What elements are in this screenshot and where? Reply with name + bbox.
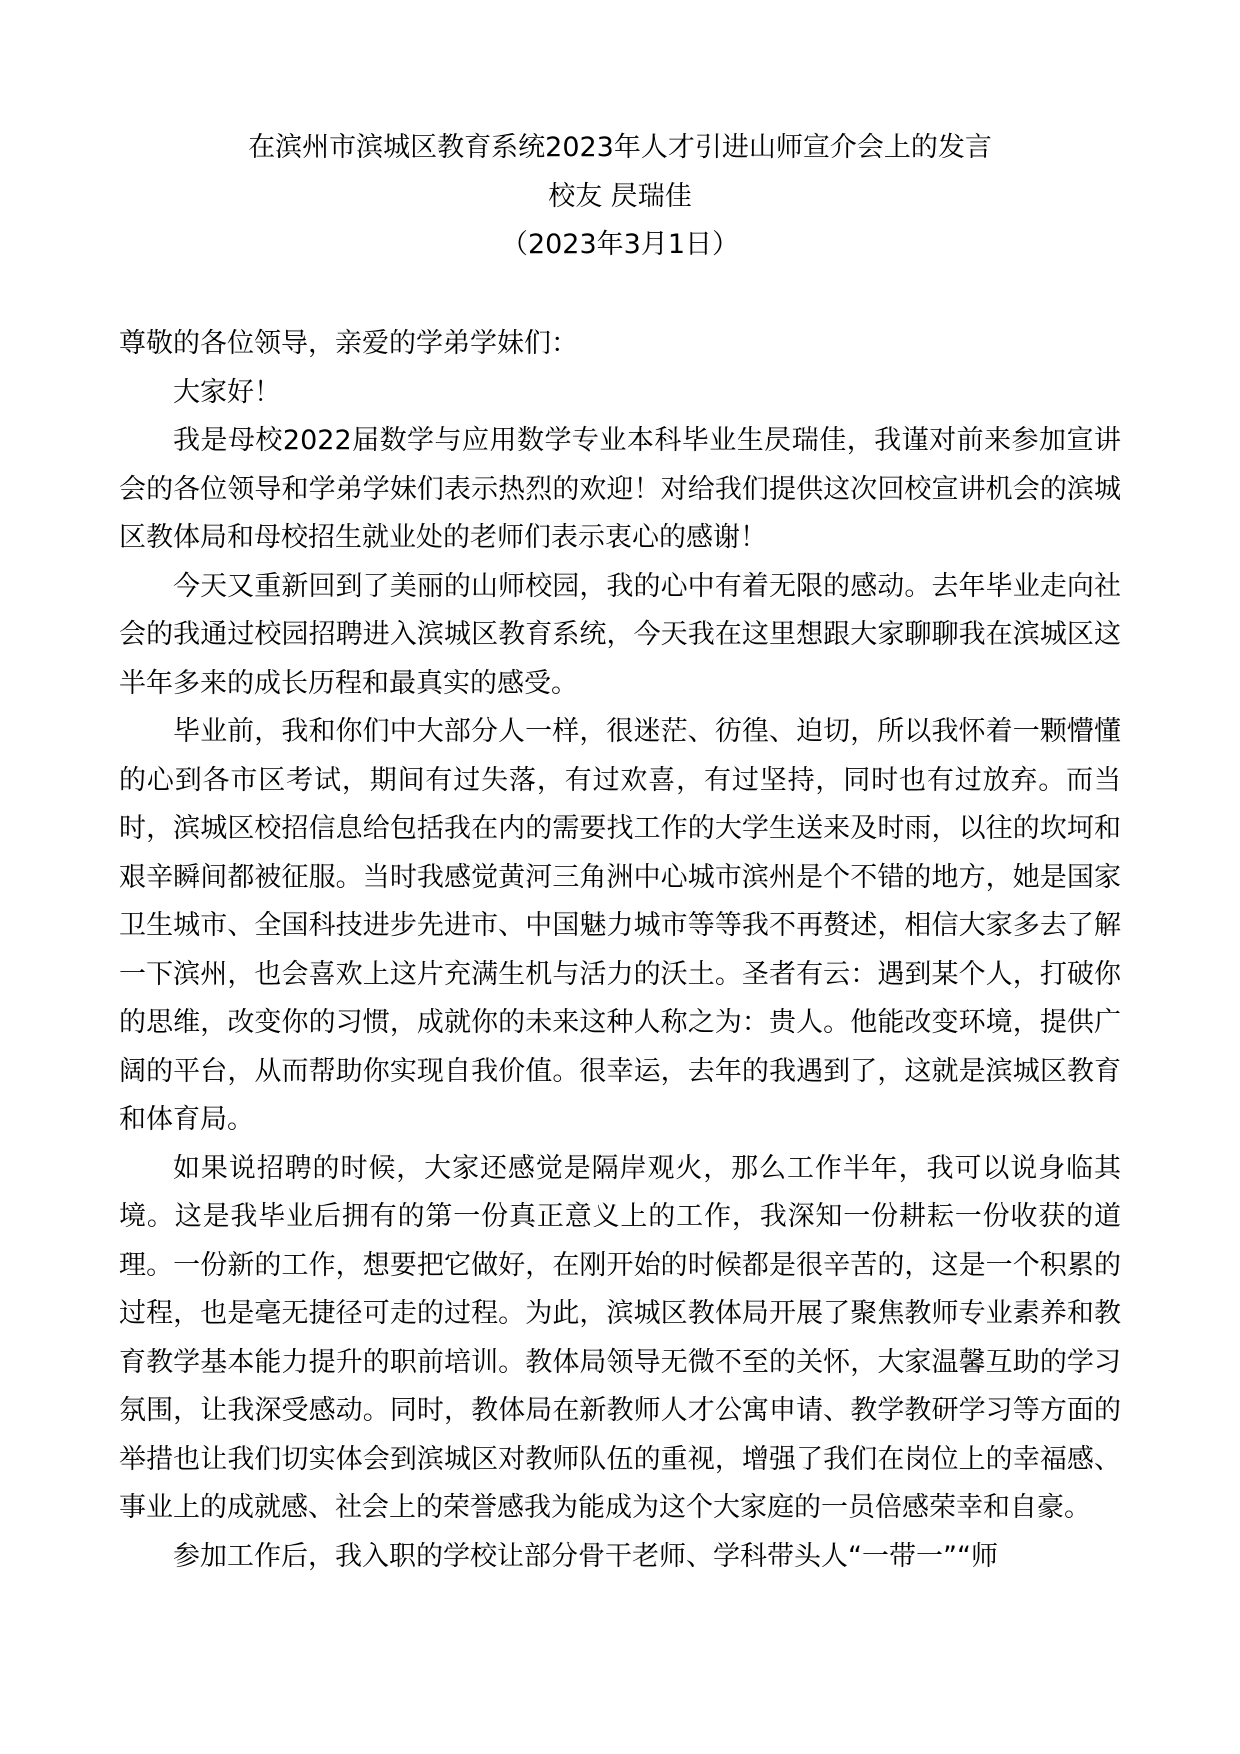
document-title: 在滨州市滨城区教育系统2023年人才引进山师宣介会上的发言: [248, 132, 992, 163]
paragraph-introduction: 我是母校2022届数学与应用数学专业本科毕业生昃瑞佳，我谨对前来参加宣讲会的各位领导和学弟学妹们表示热烈的欢迎！对给我们提供这次回校宣讲机会的滨城区教体局和母校招生就业处的老师们表示衷心的感谢！: [119, 425, 1121, 553]
paragraph-return-to-campus: 今天又重新回到了美丽的山师校园，我的心中有着无限的感动。去年毕业走向社会的我通过校园招聘进入滨城区教育系统，今天我在这里想跟大家聊聊我在滨城区这半年多来的成长历程和最真实的感受。: [119, 570, 1121, 699]
paragraph-before-graduation: 毕业前，我和你们中大部分人一样，很迷茫、彷徨、迫切，所以我怀着一颗懵懂的心到各市区考试，期间有过失落，有过欢喜，有过坚持，同时也有过放弃。而当时，滨城区校招信息给包括我在内的需要找工作的大学生送来及时雨，以往的坎坷和艰辛瞬间都被征服。当时我感觉黄河三角洲中心城市滨州是个不错的地方，她是国家卫生城市、全国科技进步先进市、中国魅力城市等等我不再赘述，相信大家多去了解一下滨州，也会喜欢上这片充满生机与活力的沃土。圣者有云：遇到某个人，打破你的思维，改变你的习惯，成就你的未来这种人称之为：贵人。他能改变环境，提供广阔的平台，从而帮助你实现自我价值。很幸运，去年的我遇到了，这就是滨城区教育和体育局。: [119, 716, 1121, 1135]
paragraph-first-job: 如果说招聘的时候，大家还感觉是隔岸观火，那么工作半年，我可以说身临其境。这是我毕业后拥有的第一份真正意义上的工作，我深知一份耕耘一份收获的道理。一份新的工作，想要把它做好，在刚开始的时候都是很辛苦的，这是一个积累的过程，也是毫无捷径可走的过程。为此，滨城区教体局开展了聚焦教师专业素养和教育教学基本能力提升的职前培训。教体局领导无微不至的关怀，大家温馨互助的学习氛围，让我深受感动。同时，教体局在新教师人才公寓申请、教学教研学习等方面的举措也让我们切实体会到滨城区对教师队伍的重视，增强了我们在岗位上的幸福感、事业上的成就感、社会上的荣誉感我为能成为这个大家庭的一员倍感荣幸和自豪。: [119, 1152, 1121, 1523]
speech-body: [119, 320, 1121, 1581]
salutation: 尊敬的各位领导，亲爱的学弟学妹们：: [119, 328, 578, 359]
author-line: 校友 昃瑞佳: [548, 181, 692, 212]
date-line: （2023年3月1日）: [500, 229, 740, 260]
paragraph-greeting: 大家好！: [173, 376, 281, 408]
paragraph-after-joining: 参加工作后，我入职的学校让部分骨干老师、学科带头人“一带一”“师: [173, 1540, 998, 1572]
